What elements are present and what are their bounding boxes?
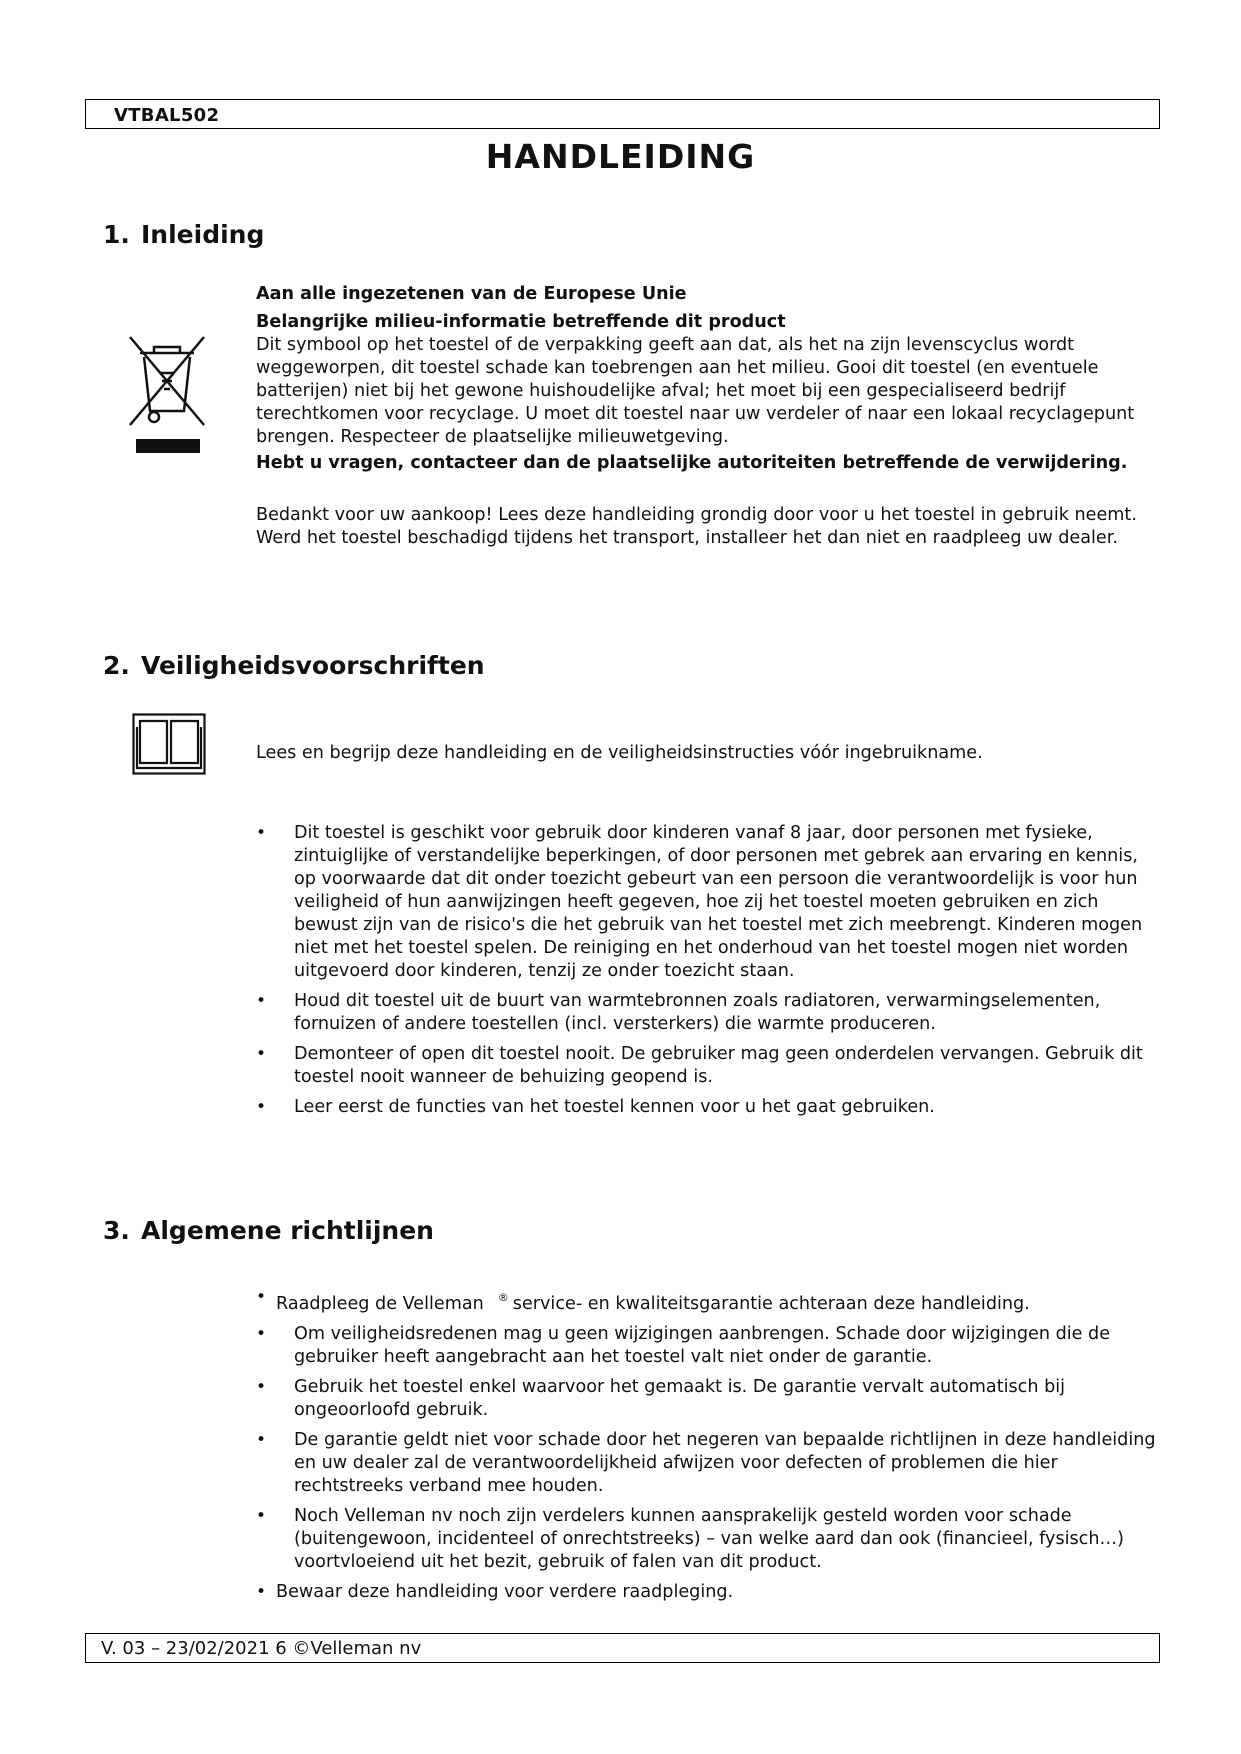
section-heading-safety — [103, 651, 485, 680]
open-manual-book-icon — [132, 713, 206, 775]
list-item-text: Dit toestel is geschikt voor gebruik door kinderen vanaf 8 jaar, door personen met fysieke, zintuiglijke of verstandelijke beperkingen, of door personen met gebrek aan ervaring en kennis, op voorwaarde dat dit onder toezicht gebeurt van een persoon die verantwoordelijk is voor hun veiligheid of hun aanwijzingen heeft gegeven, hoe zij het toestel moeten gebruiken en zich bewust zijn van de risico's die het gebruik van het toestel met zich meebrengt. Kinderen mogen niet met het toestel spelen. De reiniging en het onderhoud van het toestel mogen niet worden uitgevoerd door kinderen, tenzij ze onder toezicht staan. — [294, 823, 1143, 981]
footer-text: V. 03 – 23/02/2021 6 ©Velleman nv — [101, 1638, 422, 1659]
list-item-text: Om veiligheidsredenen mag u geen wijzigingen aanbrengen. Schade door wijzigingen die de gebruiker heeft aangebracht aan het toestel valt niet onder de garantie. — [294, 1324, 1111, 1367]
list-item — [256, 1043, 1156, 1089]
read-manual-text: Lees en begrijp deze handleiding en de veiligheidsinstructies vóór ingebruikname. — [256, 743, 983, 763]
bullet-icon: • — [256, 1430, 267, 1450]
registered-mark: ® — [497, 1291, 509, 1304]
bullet-icon: • — [256, 1506, 267, 1526]
intro-bold-question: Hebt u vragen, contacteer dan de plaatselijke autoriteiten betreffende de verwijdering. — [256, 453, 1128, 473]
list-item-text: Noch Velleman nv noch zijn verdelers kunnen aansprakelijk gesteld worden voor schade (buitengewoon, incidenteel of onrechtstreeks) – van welke aard dan ook (financieel, fysisch…) voortvloeiend uit het bezit, gebruik of falen van dit product. — [294, 1506, 1124, 1572]
intro-paragraph: Dit symbool op het toestel of de verpakking geeft aan dat, als het na zijn levenscyclus wordt weggeworpen, dit toestel schade kan toebrengen aan het milieu. Gooi dit toestel (en eventuele batterijen) niet bij het gewone huishoudelijke afval; het moet bij een gespecialiseerd bedrijf terechtkomen voor recyclage. U moet dit toestel naar uw verdeler of naar een lokaal recyclagepunt brengen. Respecteer de plaatselijke milieuwetgeving. — [256, 335, 1135, 447]
list-item-text: Bewaar deze handleiding voor verdere raadpleging. — [276, 1582, 734, 1602]
section-title: Veiligheidsvoorschriften — [141, 651, 485, 680]
bullet-icon: • — [256, 1097, 267, 1117]
list-item — [256, 1505, 1156, 1574]
intro-thanks: Bedankt voor uw aankoop! Lees deze handleiding grondig door voor u het toestel in gebruik neemt. Werd het toestel beschadigd tijdens het transport, installeer het dan niet en raadpleeg uw dealer. — [256, 505, 1137, 548]
list-item-text: Leer eerst de functies van het toestel kennen voor u het gaat gebruiken. — [294, 1097, 935, 1117]
bullet-icon: • — [256, 1582, 267, 1602]
guidelines-list — [256, 1286, 1156, 1611]
list-item-text: service- en kwaliteitsgarantie achteraan deze handleiding. — [512, 1294, 1030, 1314]
list-item — [256, 1286, 1156, 1316]
section-number: 1. — [103, 220, 130, 249]
bullet-icon: • — [256, 1044, 267, 1064]
intro-bold-line-2: Belangrijke milieu-informatie betreffende dit product — [256, 312, 786, 332]
list-item — [256, 990, 1156, 1036]
bullet-icon: • — [256, 991, 267, 1011]
intro-bold-line-1: Aan alle ingezetenen van de Europese Unie — [256, 284, 687, 304]
section-number: 3. — [103, 1216, 130, 1245]
weee-crossed-bin-icon — [124, 333, 210, 458]
list-item-text: De garantie geldt niet voor schade door het negeren van bepaalde richtlijnen in deze handleiding en uw dealer zal de verantwoordelijkheid afwijzen voor defecten of problemen die hier rechtstreeks verband mee houden. — [294, 1430, 1156, 1496]
header-bar — [85, 99, 1160, 129]
model-code: VTBAL502 — [114, 105, 220, 126]
list-item-text: Gebruik het toestel enkel waarvoor het gemaakt is. De garantie vervalt automatisch bij ongeoorloofd gebruik. — [294, 1377, 1066, 1420]
bullet-icon: • — [256, 1287, 267, 1307]
document-title: HANDLEIDING — [485, 137, 756, 176]
section-number: 2. — [103, 651, 130, 680]
list-item — [256, 822, 1156, 983]
list-item — [256, 1323, 1156, 1369]
section-heading-intro — [103, 220, 264, 249]
list-item — [256, 1581, 1156, 1604]
list-item-text: Demonteer of open dit toestel nooit. De gebruiker mag geen onderdelen vervangen. Gebruik dit toestel nooit wanneer de behuizing geopend is. — [294, 1044, 1143, 1087]
bullet-icon: • — [256, 1324, 267, 1344]
section-heading-guidelines — [103, 1216, 434, 1245]
list-item-text: Raadpleeg de Velleman — [276, 1294, 484, 1314]
section-title: Inleiding — [141, 220, 265, 249]
safety-list — [256, 822, 1156, 1126]
intro-block — [256, 283, 1156, 550]
bullet-icon: • — [256, 823, 267, 843]
bullet-icon: • — [256, 1377, 267, 1397]
list-item — [256, 1376, 1156, 1422]
footer-bar — [85, 1633, 1160, 1663]
list-item-text: Houd dit toestel uit de buurt van warmtebronnen zoals radiatoren, verwarmingselementen, fornuizen of andere toestellen (incl. versterkers) die warmte produceren. — [294, 991, 1101, 1034]
list-item — [256, 1429, 1156, 1498]
list-item — [256, 1096, 1156, 1119]
section-title: Algemene richtlijnen — [141, 1216, 434, 1245]
